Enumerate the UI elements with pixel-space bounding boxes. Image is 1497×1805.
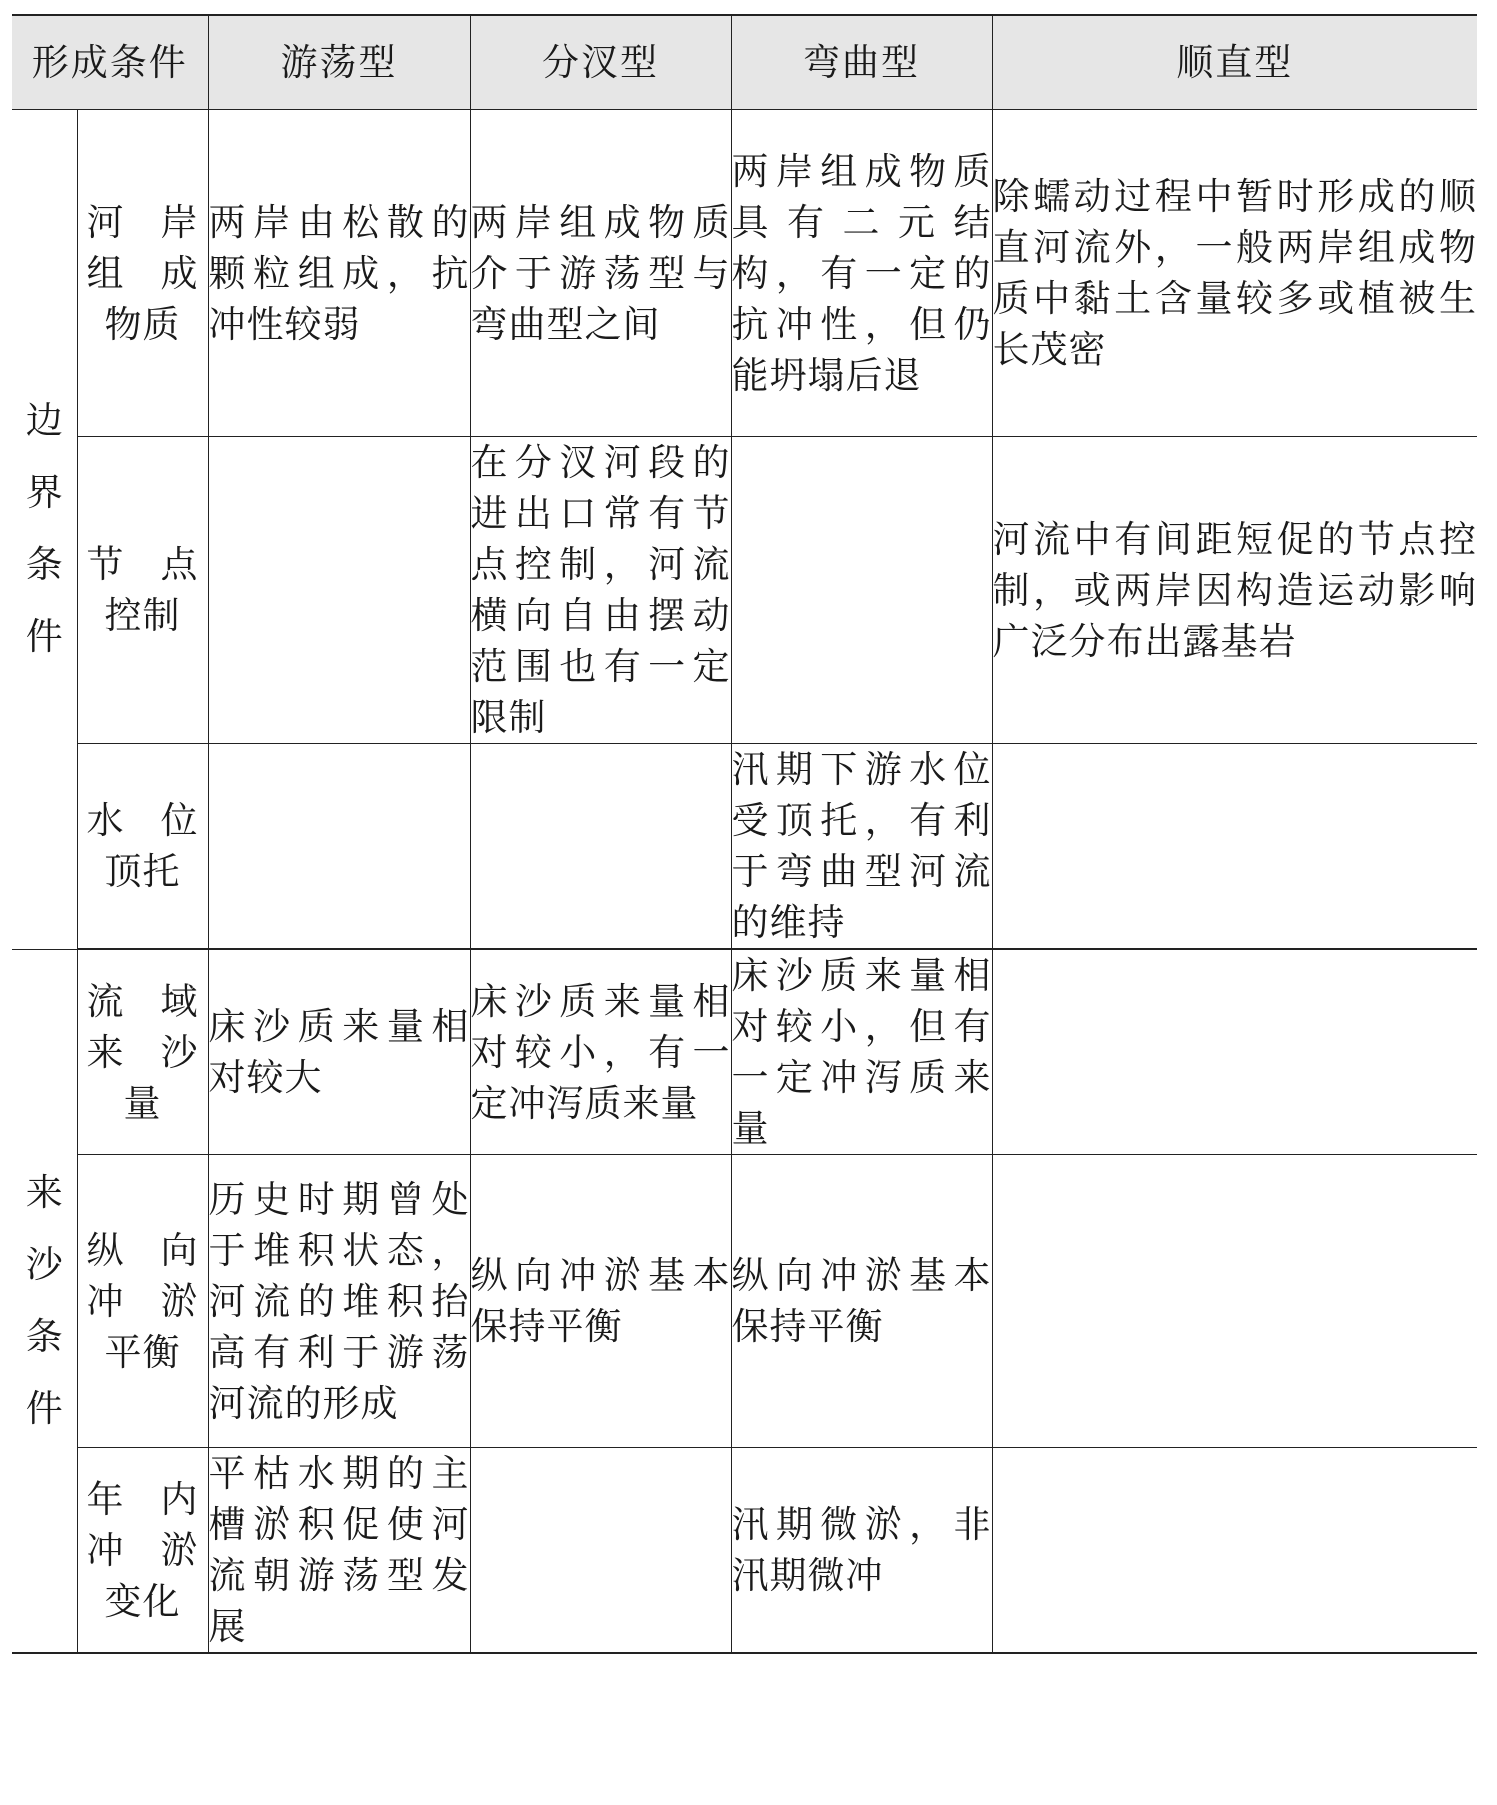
header-type-anabranching: 分汊型	[470, 15, 731, 110]
table-cell: 纵向冲淤基本保持平衡	[731, 1155, 992, 1448]
table-cell	[470, 1448, 731, 1654]
sub-condition-backwater	[77, 744, 208, 950]
group-label-boundary	[12, 110, 77, 950]
header-condition: 形成条件	[12, 15, 208, 110]
table-cell: 床沙质来量相对较小，有一定冲泻质来量	[470, 949, 731, 1155]
table-cell: 两岸由松散的颗粒组成，抗冲性较弱	[208, 110, 470, 437]
group-label-sediment	[12, 949, 77, 1653]
river-conditions-table	[12, 14, 1477, 1654]
table-row	[12, 437, 1477, 744]
sub-condition-label: 年内冲淤变化	[86, 1477, 199, 1623]
table-cell	[731, 437, 992, 744]
table-cell	[208, 437, 470, 744]
table-cell	[992, 744, 1477, 950]
header-row	[12, 15, 1477, 110]
table-cell: 汛期微淤，非汛期微冲	[731, 1448, 992, 1654]
sub-condition-label: 流域来沙量	[86, 979, 199, 1125]
table-row	[12, 1155, 1477, 1448]
header-type-meandering: 弯曲型	[731, 15, 992, 110]
sub-condition-longitudinal-balance	[77, 1155, 208, 1448]
sub-condition-label: 河岸组成物质	[86, 200, 199, 346]
table-row	[12, 949, 1477, 1155]
sub-condition-label: 水位顶托	[86, 799, 199, 893]
table-row	[12, 110, 1477, 437]
table-cell: 床沙质来量相对较大	[208, 949, 470, 1155]
table-row	[12, 744, 1477, 950]
table-cell: 在分汊河段的进出口常有节点控制，河流横向自由摆动范围也有一定限制	[470, 437, 731, 744]
sub-condition-annual-variation	[77, 1448, 208, 1654]
sub-condition-bank-material	[77, 110, 208, 437]
table-cell	[470, 744, 731, 950]
sub-condition-node-control	[77, 437, 208, 744]
table-cell: 纵向冲淤基本保持平衡	[470, 1155, 731, 1448]
table-cell: 历史时期曾处于堆积状态，河流的堆积抬高有利于游荡河流的形成	[208, 1155, 470, 1448]
table-cell: 汛期下游水位受顶托，有利于弯曲型河流的维持	[731, 744, 992, 950]
table-cell	[208, 744, 470, 950]
table-row	[12, 1448, 1477, 1654]
table-cell: 河流中有间距短促的节点控制，或两岸因构造运动影响广泛分布出露基岩	[992, 437, 1477, 744]
table-cell: 平枯水期的主槽淤积促使河流朝游荡型发展	[208, 1448, 470, 1654]
group-label-sediment-text: 来 沙 条 件	[25, 1170, 63, 1430]
sub-condition-label: 节点控制	[86, 543, 199, 637]
sub-condition-basin-sediment	[77, 949, 208, 1155]
table-cell: 除蠕动过程中暂时形成的顺直河流外，一般两岸组成物质中黏土含量较多或植被生长茂密	[992, 110, 1477, 437]
table-cell: 床沙质来量相对较小，但有一定冲泻质来量	[731, 949, 992, 1155]
table-cell	[992, 1155, 1477, 1448]
table-cell	[992, 1448, 1477, 1654]
group-label-boundary-text: 边 界 条 件	[25, 399, 63, 659]
table-cell: 两岸组成物质具有二元结构，有一定的抗冲性，但仍能坍塌后退	[731, 110, 992, 437]
sub-condition-label: 纵向冲淤平衡	[86, 1228, 199, 1374]
header-type-straight: 顺直型	[992, 15, 1477, 110]
table-cell	[992, 949, 1477, 1155]
header-type-braided: 游荡型	[208, 15, 470, 110]
table-cell: 两岸组成物质介于游荡型与弯曲型之间	[470, 110, 731, 437]
